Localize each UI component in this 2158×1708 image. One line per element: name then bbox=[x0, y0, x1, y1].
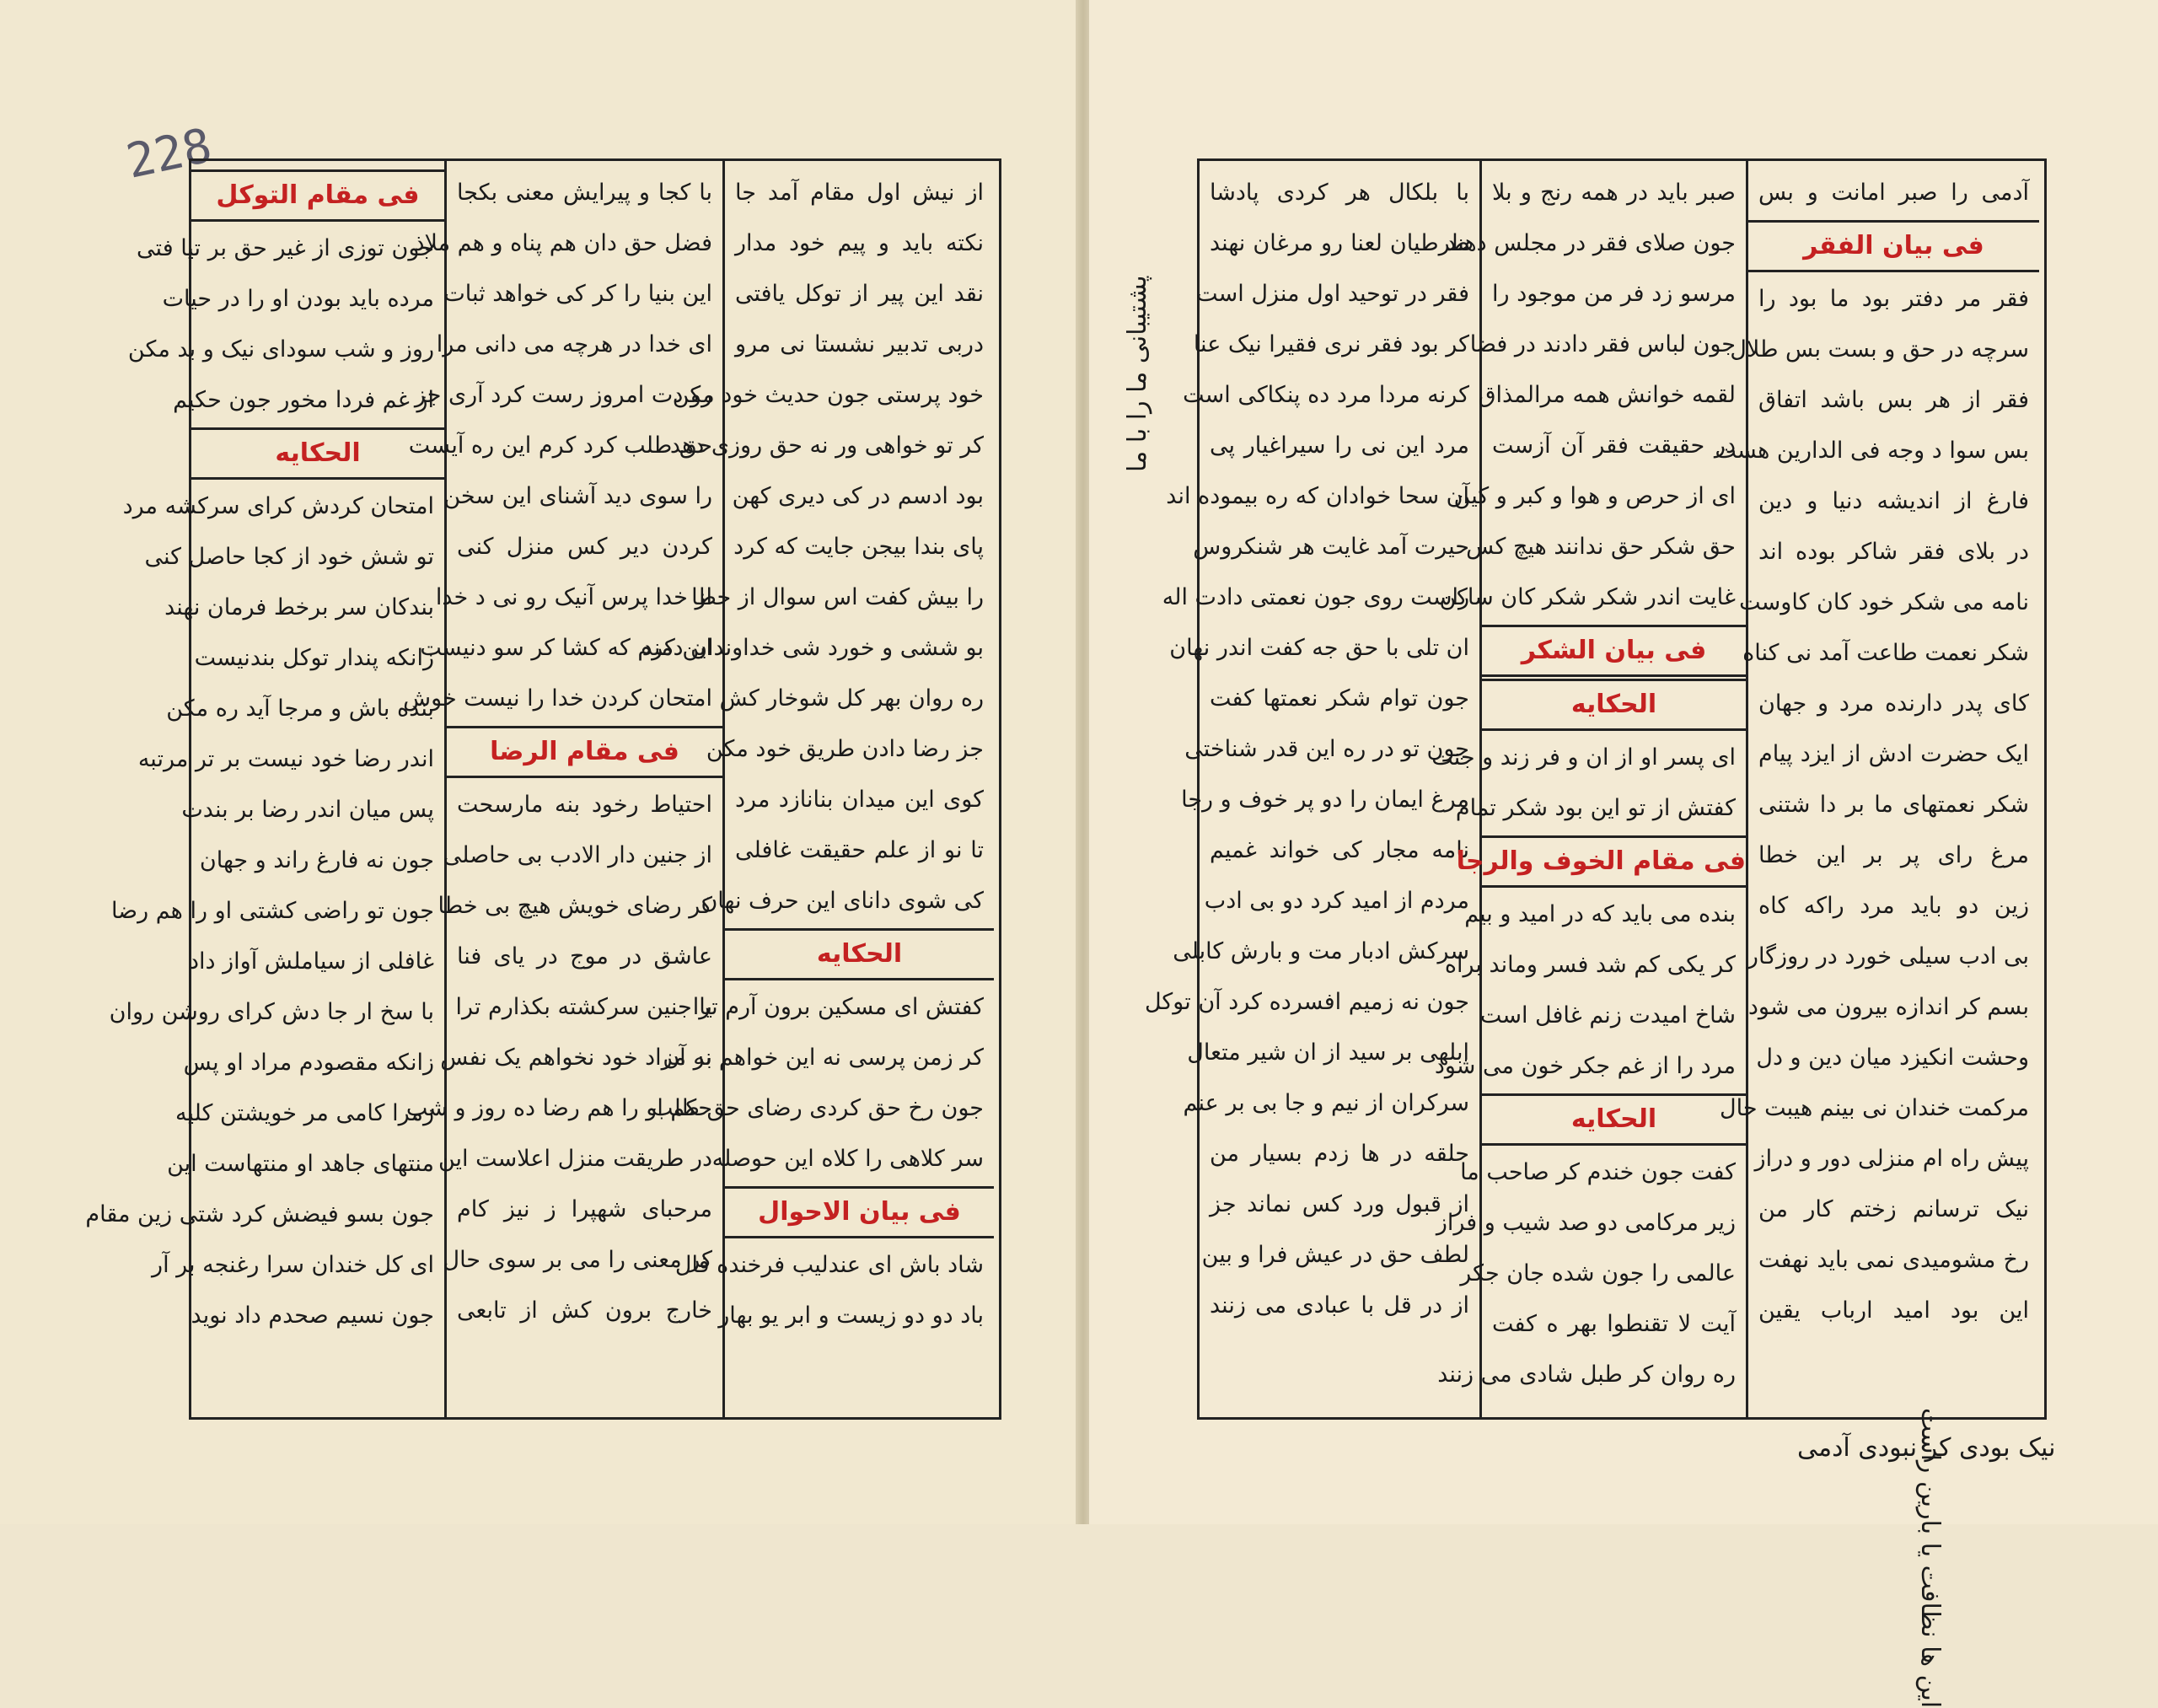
text-line: ره روان کر طبل شادی می زنند bbox=[1437, 1362, 1736, 1388]
text-line: بر مراد خود نخواهم یک نفس bbox=[440, 1045, 712, 1071]
text-line: با بلکال هر کردی پادشا bbox=[1210, 180, 1469, 206]
text-line: نامه می شکر خود کان کاوست bbox=[1739, 589, 2029, 615]
left-col-1 bbox=[85, 161, 444, 1417]
text-line: دربی تدبیر نشستا نی مرو bbox=[735, 331, 984, 357]
text-line: مرحبای شهپرا ز نیز کام bbox=[457, 1196, 712, 1222]
text-line: سرکش ادبار مت و بارش کابلی bbox=[1173, 938, 1469, 964]
text-line: جون بسو فیضش کرد شتی زین مقام bbox=[85, 1201, 434, 1227]
heading-hikaya: الحکایه bbox=[1482, 1093, 1746, 1146]
text-line: سرکران از نیم و جا بی بر عنم bbox=[1183, 1090, 1469, 1116]
left-text-frame bbox=[85, 158, 1001, 1420]
text-line: از جنین دار الادب بی حاصلی bbox=[443, 842, 712, 868]
text-line: مرغ ایمان را دو پر خوف و رجا bbox=[1181, 787, 1469, 813]
heading-tawakkul: فی مقام التوکل bbox=[191, 169, 444, 222]
text-line: ان تلی با حق جه کفت اندر نهان bbox=[1169, 635, 1469, 661]
text-line: شاخ امیدت زنم غافل است bbox=[1479, 1002, 1736, 1029]
text-line: ای از حرص و هوا و کبر و کین bbox=[1453, 483, 1736, 509]
text-line: با سخ ار جا دش کرای روشن روان bbox=[109, 999, 434, 1025]
text-line: امتحان کردش کرای سرکشه مرد bbox=[122, 493, 434, 519]
text-line: باد دو دو زیست و ابر یو بهار bbox=[718, 1302, 984, 1329]
text-line: لقمه خوانش همه مرالمذاق bbox=[1478, 382, 1736, 408]
text-line: سرچه در حق و بست بس طلال bbox=[1730, 336, 2029, 363]
text-line: از غم فردا مخور جون حکیم bbox=[173, 387, 434, 413]
heading-faqr: فی بیان الفقر bbox=[1748, 220, 2039, 272]
text-line: امتحان کردن خدا را نیست خوش bbox=[403, 685, 712, 712]
text-line: حق طلب کرد کرم این ره آیست bbox=[408, 432, 712, 459]
text-line: مرسو زد فر من موجود را bbox=[1492, 281, 1736, 307]
text-line: شکر نعمتهای ما بر دا شتنی bbox=[1758, 792, 2029, 818]
margin-note-lower: این ها نظافت یا بارین راست bbox=[1915, 1408, 1945, 1708]
text-line: بی ادب سیلی خورد در روزگار bbox=[1747, 943, 2029, 969]
text-line: ایک حضرت ادش از ایزد پیام bbox=[1758, 741, 2029, 767]
text-line: کرنه مردا مرد ده پنکاکی است bbox=[1183, 382, 1469, 408]
text-line: جز رضا دادن طریق خود مکن bbox=[706, 736, 984, 762]
text-line: کفتش از تو این بود شکر تمام bbox=[1455, 795, 1736, 821]
text-line: مردم از امید کرد دو بی ادب bbox=[1204, 888, 1469, 914]
heading-shukr: فی بیان الشکر bbox=[1482, 625, 1746, 677]
text-line: از قبول ورد کس نماند جز bbox=[1210, 1191, 1469, 1217]
text-line: طرطیان لعنا رو مرغان نهند bbox=[1210, 230, 1469, 256]
text-line: آن سحا خوادان که ره بیموده اند bbox=[1166, 483, 1469, 509]
text-line: کوی این میدان بنانازد مرد bbox=[735, 787, 984, 813]
text-line: در بلای فقر شاکر بوده اند bbox=[1758, 539, 2029, 565]
text-line: سر کلاهی را کلاه این حوصله bbox=[711, 1146, 984, 1172]
text-line: شاد باش ای عندلیب فرخنده فال bbox=[674, 1252, 984, 1278]
text-line: لطف حق در عیش فرا و بین bbox=[1201, 1242, 1469, 1268]
text-line: فارغ از اندیشه دنیا و دین bbox=[1758, 488, 2029, 514]
text-line: بنده می باید که در امید و بیم bbox=[1464, 901, 1736, 927]
text-line: زمرا کامی مر خویشتن کلیه bbox=[175, 1100, 434, 1126]
text-line: زانکه پندار توکل بندنیست bbox=[194, 645, 434, 671]
text-line: رو دت امروز رست کرد آری جز bbox=[414, 382, 712, 408]
text-line: اندر رضا خود نیست بر تر مرتبه bbox=[137, 746, 434, 772]
text-line: تو شش خود از کجا حاصل کنی bbox=[144, 544, 434, 570]
catchword-bottom: نیک بودی کر نبودی آدمی bbox=[1797, 1433, 2056, 1463]
text-line: احتیاط رخود بنه مارسحت bbox=[457, 792, 712, 818]
folio-number: 228 bbox=[121, 118, 217, 190]
left-col-3 bbox=[641, 161, 994, 1417]
heading-hikaya: الحکایه bbox=[1482, 679, 1746, 731]
text-line: کردن دیر کس منزل کنی bbox=[457, 534, 712, 560]
margin-note-upper: پشتیبانی ما را با ما bbox=[1123, 275, 1152, 472]
text-line: بندکان سر برخط فرمان نهند bbox=[164, 594, 434, 620]
text-line: را بیش کفت اس سوال از خطا bbox=[691, 584, 984, 610]
text-line: بس سوا د وجه فی الدارین هست bbox=[1715, 438, 2029, 464]
text-line: خارج برون کش از تابعی bbox=[457, 1297, 712, 1324]
text-line: این بود امید ارباب یقین bbox=[1758, 1297, 2029, 1324]
text-line: این کرم که کشا کر سو دنیست bbox=[420, 635, 712, 661]
text-line: حلقه در ها زدم بسیار من bbox=[1210, 1141, 1469, 1167]
text-line: پیش راه ام منزلی دور و دراز bbox=[1754, 1146, 2029, 1172]
text-line: کفت جون خندم کر صاحب ما bbox=[1460, 1159, 1736, 1185]
text-line: عالمی را جون شده جان جکر bbox=[1460, 1260, 1736, 1286]
text-line: آدمی را صبر امانت و بس bbox=[1758, 180, 2029, 206]
text-line: کر یکی کم شد فسر وماند براه bbox=[1444, 952, 1736, 978]
text-line: فقر در توحید اول منزل است bbox=[1196, 281, 1469, 307]
text-line: کی شوی دانای این حرف نهان bbox=[701, 888, 984, 914]
text-line: فقر مر دفتر بود ما بود را bbox=[1758, 286, 2029, 312]
heading-ahwal: فی بیان الاحوال bbox=[725, 1186, 994, 1238]
text-line: بود ادسم در کی دیری کهن bbox=[732, 483, 984, 509]
right-page bbox=[1089, 0, 2158, 1708]
text-line: نقد این پیر از توکل یافتی bbox=[735, 281, 984, 307]
text-line: ای خدا در هرچه می دانی مرا bbox=[436, 331, 712, 357]
text-line: این بنیا را کر کی خواهد ثبات bbox=[443, 281, 712, 307]
heading-rida: فی مقام الرضا bbox=[447, 726, 722, 778]
text-line: جون تو راضی کشتی او را هم رضا bbox=[110, 898, 434, 924]
text-line: پای بندا بیجن جایت که کرد bbox=[733, 534, 984, 560]
text-line: جون نه فارغ راند و جهان bbox=[199, 847, 434, 873]
right-text-frame bbox=[1144, 158, 2047, 1420]
text-line: در حقیقت فقر آن آزست bbox=[1492, 432, 1736, 459]
text-line: مرد را از غم جکر خون می شود bbox=[1434, 1053, 1736, 1079]
text-line: زین دو باید مرد راکه کاه bbox=[1758, 893, 2029, 919]
text-line: فقر از هر بس باشد اتفاق bbox=[1758, 387, 2029, 413]
text-line: مرده باید بودن او را در حیات bbox=[162, 286, 434, 312]
text-line: بسم کر اندازه بیرون می شود bbox=[1747, 994, 2029, 1020]
text-line: خود پرستی جون حدیث خود مکن bbox=[672, 382, 984, 408]
text-line: مرغ رای پر بر این خطا bbox=[1758, 842, 2029, 868]
text-line: شکر نعمت طاعت آمد نی کناه bbox=[1742, 640, 2029, 666]
text-line: حیرت آمد غایت هر شنکروس bbox=[1193, 534, 1469, 560]
text-line: کر معنی را می بر سوی حال bbox=[443, 1247, 712, 1273]
text-line: جون توام شکر نعمتها کفت bbox=[1210, 685, 1469, 712]
text-line: جون لباس فقر دادند در فضا bbox=[1469, 331, 1736, 357]
text-line: عاشق در موج در یای فنا bbox=[457, 943, 712, 969]
text-line: مرد این نی را سیراغیار پی bbox=[1210, 432, 1469, 459]
text-line: کای پدر دارنده مرد و جهان bbox=[1758, 690, 2029, 717]
text-line: رخ مشومیدی نمی باید نهفت bbox=[1758, 1247, 2029, 1273]
text-line: نیک ترسانم زختم کار من bbox=[1758, 1196, 2029, 1222]
left-col-2 bbox=[403, 161, 722, 1417]
text-line: جون رخ حق کردی رضای حق طلب bbox=[651, 1095, 984, 1121]
text-line: در طریقت منزل اعلاست این bbox=[438, 1146, 712, 1172]
text-line: بو ششی و خورد شی خداوندان دمند bbox=[641, 635, 984, 661]
heading-khawf-raja: فی مقام الخوف والرجا bbox=[1482, 835, 1746, 888]
text-line: منتهای جاهد او منتهاست این bbox=[167, 1151, 434, 1177]
text-line: پس میان اندر رضا بر بندت bbox=[181, 797, 434, 823]
text-line: یا جنین سرکشته بکذارم ترا bbox=[455, 994, 712, 1020]
right-col-b bbox=[1431, 161, 1746, 1417]
text-line: مرکمت خندان نی بینم هیبت حال bbox=[1720, 1095, 2029, 1121]
text-line: ای پسر او از ان و فر زند و جنت bbox=[1431, 744, 1736, 771]
text-line: وحشت انکیزد میان دین و دل bbox=[1756, 1045, 2029, 1071]
text-line: حق شکر حق ندانند هیچ کس bbox=[1466, 534, 1736, 560]
text-line: از در قل با عبادی می زنند bbox=[1210, 1292, 1469, 1319]
text-line: از خدا پرس آنیک رو نی د خدا bbox=[435, 584, 712, 610]
text-line: جون صلای فقر در مجلس دهند bbox=[1446, 230, 1736, 256]
text-line: کفتش ای مسکین برون آرم ترا bbox=[692, 994, 984, 1020]
heading-hikaya: الحکایه bbox=[725, 928, 994, 980]
text-line: را سوی دید آشنای این سخن bbox=[443, 483, 712, 509]
text-line: ابلهی بر سید از ان شیر متعال bbox=[1187, 1039, 1469, 1066]
text-line: جون تو در ره این قدر شناختی bbox=[1184, 736, 1469, 762]
heading-hikaya: الحکایه bbox=[191, 427, 444, 480]
text-line: ره روان بهر کل شوخار کش bbox=[719, 685, 984, 712]
text-line: ای کل خندان سرا رغنجه بر آر bbox=[152, 1252, 434, 1278]
text-line: راست روی جون نعمتی دادت اله bbox=[1162, 584, 1469, 610]
text-line: کر تو خواهی ور نه حق روزی دهد bbox=[669, 432, 984, 459]
text-line: تا نو از علم حقیقت غافلی bbox=[735, 837, 984, 863]
text-line: بنده باش و مرجا آید ره مکن bbox=[166, 696, 434, 722]
left-page bbox=[0, 0, 1081, 1524]
text-line: روز و شب سودای نیک و بد مکن bbox=[127, 336, 434, 363]
text-line: صبر باید در همه رنج و بلا bbox=[1492, 180, 1736, 206]
text-line: زانکه مقصودم مراد او پس bbox=[183, 1050, 434, 1076]
text-line: حکم او را هم رضا ده روز و شب bbox=[405, 1095, 712, 1121]
text-line: از نیش اول مقام آمد جا bbox=[735, 180, 984, 206]
text-line: با کجا و پیرایش معنی بکجا bbox=[457, 180, 712, 206]
text-line: کر زمن پرسی نه این خواهم نه آن bbox=[663, 1045, 984, 1071]
text-line: نامه مجار کی خواند غمیم bbox=[1210, 837, 1469, 863]
text-line: غایت اندر شکر شکر کان ساکن bbox=[1439, 584, 1736, 610]
text-line: کر بود فقر نری فقیرا نیک عنا bbox=[1193, 331, 1469, 357]
text-line: کر رضای خویش هیچ بی خطا bbox=[438, 893, 712, 919]
text-line: فضل حق دان هم پناه و هم ملاذ bbox=[414, 230, 712, 256]
text-line: جون نسیم صحدم داد نوید bbox=[191, 1302, 434, 1329]
text-line: نکته باید و پیم خود مدار bbox=[735, 230, 984, 256]
text-line: جون توزی از غیر حق بر تیا فتی bbox=[137, 235, 434, 261]
text-line: زیر مرکامی دو صد شیب و فراز bbox=[1436, 1210, 1736, 1236]
right-col-c bbox=[1715, 161, 2039, 1417]
text-line: غافلی از سیاملش آواز داد bbox=[188, 948, 434, 975]
text-line: آیت لا تقنطوا بهر ه کفت bbox=[1492, 1311, 1736, 1337]
text-line: جون نه زمیم افسرده کرد آن توکل bbox=[1144, 989, 1469, 1015]
